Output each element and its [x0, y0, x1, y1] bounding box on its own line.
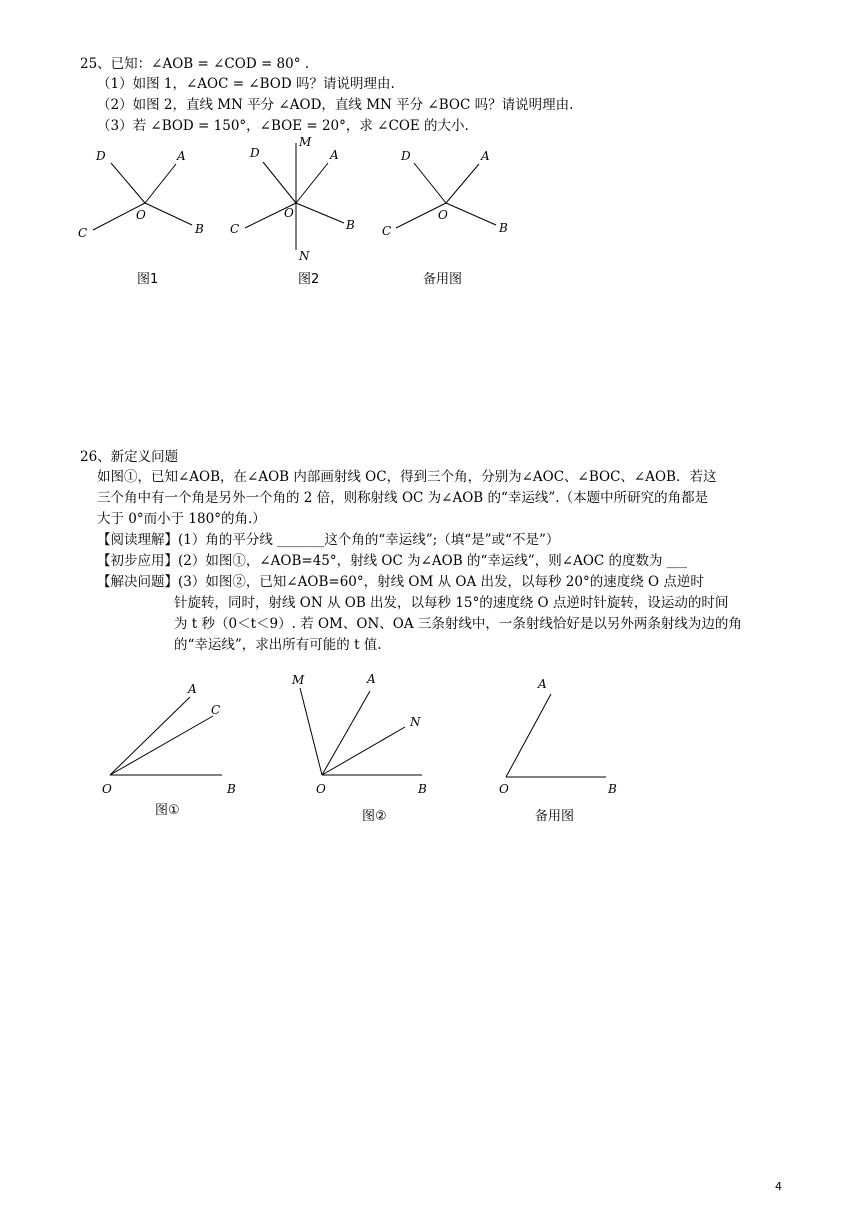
q26-fig2-label-n: N	[410, 715, 421, 729]
q25-header: 25、已知：∠AOB = ∠COD = 80° .	[80, 56, 310, 72]
q26-part3-line4: 的“幸运线”，求出所有可能的 t 值.	[174, 637, 382, 653]
q25-part3: （3）若 ∠BOD = 150°，∠BOE = 20°，求 ∠COE 的大小.	[97, 118, 469, 134]
q25-fig1-label-d: D	[96, 149, 106, 163]
q25-fig3-label-c: C	[382, 224, 392, 238]
q26-intro-line1: 如图①，已知∠AOB，在∠AOB 内部画射线 OC，得到三个角，分别为∠AOC、∠BOC、∠AOB．若这	[97, 469, 717, 485]
q25-fig3-label-d: D	[401, 149, 411, 163]
q25-fig3-label-a: A	[481, 149, 490, 163]
q25-part1: （1）如图 1，∠AOC = ∠BOD 吗？请说明理由.	[97, 76, 395, 92]
q25-fig2-label-n: N	[299, 249, 310, 263]
q25-fig1-label-a: A	[177, 149, 186, 163]
q25-fig1-label-c: C	[78, 226, 88, 240]
q25-fig2-label-o: O	[284, 206, 294, 220]
q26-fig1-caption: 图①	[155, 803, 180, 818]
q26-fig3-label-b: B	[608, 782, 617, 796]
q26-fig2-label-b: B	[418, 782, 427, 796]
q26-fig2-label-a: A	[367, 672, 376, 686]
q25-fig2-label-b: B	[346, 218, 355, 232]
q25-fig1-label-o: O	[136, 208, 146, 222]
q26-header: 26、新定义问题	[80, 449, 179, 465]
q26-fig2-label-o: O	[316, 782, 326, 796]
q26-intro-line2: 三个角中有一个角是另外一个角的 2 倍，则称射线 OC 为∠AOB 的“幸运线”.（本题中所研究的角都是	[97, 490, 709, 506]
q25-part2: （2）如图 2，直线 MN 平分 ∠AOD，直线 MN 平分 ∠BOC 吗？请说明理由.	[97, 97, 574, 113]
q26-fig1-label-o: O	[102, 782, 112, 796]
q26-part3-line1: 【解决问题】(3）如图②，已知∠AOB=60°，射线 OM 从 OA 出发，以每秒 20°的速度绕 O 点逆时	[97, 574, 704, 590]
q26-fig1-label-a: A	[188, 682, 197, 696]
page-number: 4	[775, 1180, 782, 1193]
q26-part2: 【初步应用】(2）如图①，∠AOB=45°，射线 OC 为∠AOB 的“幸运线”，则∠AOC 的度数为 ___	[97, 553, 688, 569]
q26-fig1-label-b: B	[227, 782, 236, 796]
q25-fig3-label-b: B	[499, 221, 508, 235]
q26-fig3-ray-oa	[506, 694, 551, 777]
q26-part3-line2: 针旋转，同时，射线 ON 从 OB 出发，以每秒 15°的速度绕 O 点逆时针旋转，设运动的时间	[174, 595, 729, 611]
q25-fig2-label-m: M	[299, 135, 312, 149]
q26-intro-line3: 大于 0°而小于 180°的角.）	[97, 511, 266, 527]
q25-fig2-label-c: C	[230, 222, 240, 236]
q25-fig1-label-b: B	[195, 222, 204, 236]
q26-fig3-label-o: O	[499, 782, 509, 796]
q26-part3-line3: 为 t 秒（0＜t＜9）. 若 OM、ON、OA 三条射线中，一条射线恰好是以另外两条射线为边的角	[174, 616, 742, 632]
q26-fig3-caption: 备用图	[535, 809, 575, 824]
q25-fig2-caption: 图2	[298, 272, 320, 287]
q26-fig2-ray-oa	[322, 691, 370, 775]
q26-fig2-ray-on	[322, 727, 405, 775]
q26-fig2-caption: 图②	[362, 809, 387, 824]
q26-fig2-label-m: M	[292, 673, 305, 687]
q26-fig3-label-a: A	[538, 677, 547, 691]
q25-fig1-caption: 图1	[137, 272, 159, 287]
q25-fig3-label-o: O	[438, 208, 448, 222]
q25-fig2-label-d: D	[250, 146, 260, 160]
q26-fig1-label-c: C	[211, 703, 221, 717]
q25-fig2-label-a: A	[330, 148, 339, 162]
q25-fig3-caption: 备用图	[423, 272, 463, 287]
q26-part1: 【阅读理解】(1）角的平分线 _______这个角的“幸运线”;（填“是”或“不是”）	[97, 532, 560, 548]
q26-fig2-ray-om	[300, 688, 322, 775]
